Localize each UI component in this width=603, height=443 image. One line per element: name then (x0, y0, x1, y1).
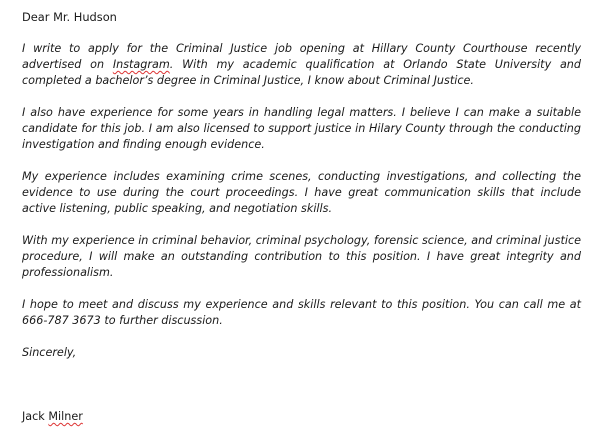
paragraph-contact: I hope to meet and discuss my experience and skills relevant to this position. You can call me at 666-787 3673 to further discussion. (22, 298, 581, 327)
paragraph-spacer (22, 25, 581, 41)
spellcheck-flagged-word[interactable]: Instagram (112, 58, 170, 71)
salutation: Dear Mr. Hudson (22, 10, 117, 24)
paragraph-spacer (22, 281, 581, 297)
signature (22, 409, 581, 425)
paragraph-spacer (22, 153, 581, 169)
paragraph-spacer (22, 329, 581, 345)
signature-first-name: Jack (22, 410, 45, 423)
paragraph-contribution: With my experience in criminal behavior, criminal psychology, forensic science, and criminal justice procedure, I will make an outstanding contribution to this position. I have great integrity and professionalism. (22, 234, 581, 279)
paragraph-text: I write to apply for the Criminal Justice job opening at Hillary County Courthouse recently advertised on (22, 42, 581, 71)
letter-body (22, 9, 581, 425)
paragraph-text: . With my academic qualification at Orlando State University and completed a bachelor’s degree in Criminal Justice, I know about Criminal Justice. (22, 58, 581, 87)
paragraph-application (22, 41, 581, 89)
paragraph-spacer (22, 89, 581, 105)
closing: Sincerely, (22, 346, 77, 359)
paragraph-legal-experience: I also have experience for some years in handling legal matters. I believe I can make a suitable candidate for this job. I am also licensed to support justice in Hilary County through the conducting investigation and finding enough evidence. (22, 106, 581, 151)
paragraph-skills: My experience includes examining crime scenes, conducting investigations, and collecting the evidence to use during the court proceedings. I have great communication skills that include active listening, public speaking, and negotiation skills. (22, 170, 581, 215)
signature-spacer (22, 361, 581, 409)
spellcheck-flagged-word[interactable]: Milner (48, 410, 83, 423)
paragraph-spacer (22, 217, 581, 233)
